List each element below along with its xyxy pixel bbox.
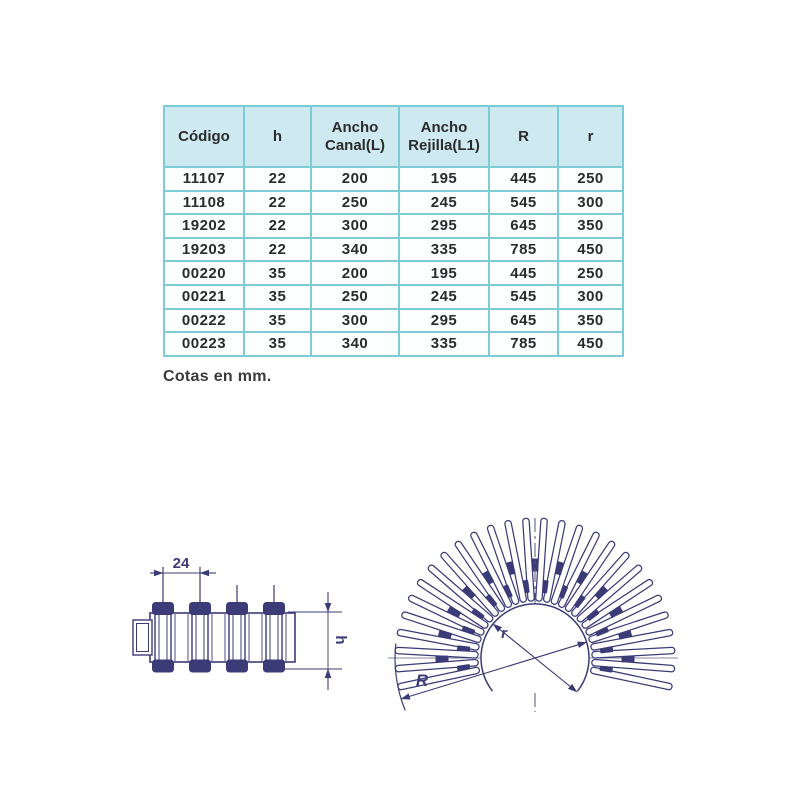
units-note: Cotas en mm.: [163, 368, 272, 385]
table-cell: 19202: [164, 214, 244, 238]
table-cell: 785: [489, 238, 558, 262]
table-cell: 00220: [164, 261, 244, 285]
table-cell: 22: [244, 214, 311, 238]
roller: [152, 567, 174, 673]
roller: [189, 567, 211, 673]
table-cell: 645: [489, 214, 558, 238]
table-cell: 22: [244, 167, 311, 191]
table-cell: 295: [399, 214, 489, 238]
table-cell: 200: [311, 167, 399, 191]
table-cell: 250: [311, 285, 399, 309]
curved-grille-drawing: [380, 500, 680, 715]
header-h: h: [244, 106, 311, 167]
header-ancho-canal: Ancho Canal(L): [311, 106, 399, 167]
table-cell: 00222: [164, 309, 244, 333]
table-cell: 250: [558, 167, 623, 191]
table-cell: 200: [311, 261, 399, 285]
table-row: [164, 332, 623, 356]
table-cell: 545: [489, 285, 558, 309]
table-cell: 00223: [164, 332, 244, 356]
table-cell: 340: [311, 332, 399, 356]
height-label: h: [332, 635, 349, 645]
header-R: R: [489, 106, 558, 167]
table-row: [164, 238, 623, 262]
table-cell: 645: [489, 309, 558, 333]
table-cell: 35: [244, 285, 311, 309]
outer-radius-label: R: [415, 671, 429, 690]
table-body: [164, 167, 623, 356]
table-cell: 545: [489, 191, 558, 215]
table-row: [164, 167, 623, 191]
table-row: [164, 285, 623, 309]
table-row: [164, 191, 623, 215]
roller: [263, 585, 285, 673]
table-cell: 245: [399, 285, 489, 309]
end-cap: [133, 620, 152, 655]
dimensions-table: [163, 105, 624, 357]
table-cell: 250: [558, 261, 623, 285]
table-cell: 11108: [164, 191, 244, 215]
table-cell: 19203: [164, 238, 244, 262]
table-cell: 785: [489, 332, 558, 356]
table-cell: 195: [399, 167, 489, 191]
table-cell: 250: [311, 191, 399, 215]
table-header: [164, 106, 623, 167]
table-cell: 245: [399, 191, 489, 215]
table-cell: 350: [558, 214, 623, 238]
table-cell: 35: [244, 332, 311, 356]
table-row: [164, 261, 623, 285]
table-cell: 22: [244, 238, 311, 262]
table-cell: 445: [489, 167, 558, 191]
table-cell: 445: [489, 261, 558, 285]
side-profile-drawing: [120, 540, 360, 710]
roller: [226, 585, 248, 673]
table-cell: 300: [558, 191, 623, 215]
table-row: [164, 309, 623, 333]
inner-radius-label: r: [501, 625, 507, 642]
table-row: [164, 214, 623, 238]
table-cell: 195: [399, 261, 489, 285]
table-cell: 11107: [164, 167, 244, 191]
table-cell: 300: [558, 285, 623, 309]
table-cell: 335: [399, 238, 489, 262]
table-cell: 35: [244, 309, 311, 333]
table-cell: 335: [399, 332, 489, 356]
table-cell: 22: [244, 191, 311, 215]
table-cell: 340: [311, 238, 399, 262]
table-cell: 295: [399, 309, 489, 333]
table-cell: 450: [558, 238, 623, 262]
header-r: r: [558, 106, 623, 167]
table-cell: 35: [244, 261, 311, 285]
table-cell: 350: [558, 309, 623, 333]
table-cell: 00221: [164, 285, 244, 309]
table-cell: 300: [311, 309, 399, 333]
table-cell: 450: [558, 332, 623, 356]
table-cell: 300: [311, 214, 399, 238]
header-ancho-rejilla: Ancho Rejilla(L1): [399, 106, 489, 167]
pitch-label: 24: [172, 555, 190, 572]
header-row: [164, 106, 623, 167]
inner-circle-arc: [481, 604, 589, 691]
header-codigo: Código: [164, 106, 244, 167]
